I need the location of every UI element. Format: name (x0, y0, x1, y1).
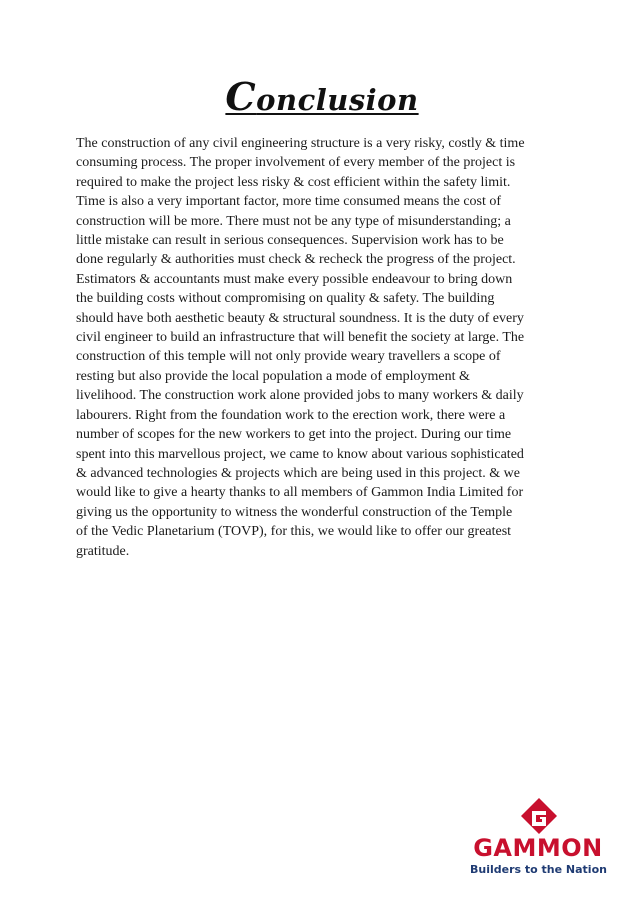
page-title (0, 74, 638, 119)
page-title-text: Conclusion (225, 74, 419, 119)
logo-name: GAMMON (473, 834, 603, 862)
conclusion-paragraph: The construction of any civil engineering structure is a very risky, costly & time consuming process. The proper involvement of every member of the project is required to make the project less risky & cost efficient within the safety limit. Time is also a very important factor, more time consumed means the cost of construction will be more. There must not be any type of misunderstanding; a little mistake can result in serious consequences. Supervision work has to be done regularly & authorities must check & recheck the progress of the project. Estimators & accountants must make every possible endeavour to bring down the building costs without compromising on quality & safety. The building should have both aesthetic beauty & structural soundness. It is the duty of every civil engineer to build an infrastructure that will benefit the society at large. The construction of this temple will not only provide weary travellers a scope of resting but also provide the local population a mode of employment & livelihood. The construction work alone provided jobs to many workers & daily labourers. Right from the foundation work to the erection work, there were a number of scopes for the new workers to get into the project. During our time spent into this marvellous project, we came to know about various sophisticated & advanced technologies & projects which are being used in this project. & we would like to give a hearty thanks to all members of Gammon India Limited for giving us the opportunity to witness the wonderful construction of the Temple of the Vedic Planetarium (TOVP), for this, we would like to offer our greatest gratitude. (76, 136, 525, 559)
gammon-logo-icon (521, 798, 557, 834)
company-logo (470, 798, 610, 882)
logo-tagline: Builders to the Nation (470, 863, 607, 876)
